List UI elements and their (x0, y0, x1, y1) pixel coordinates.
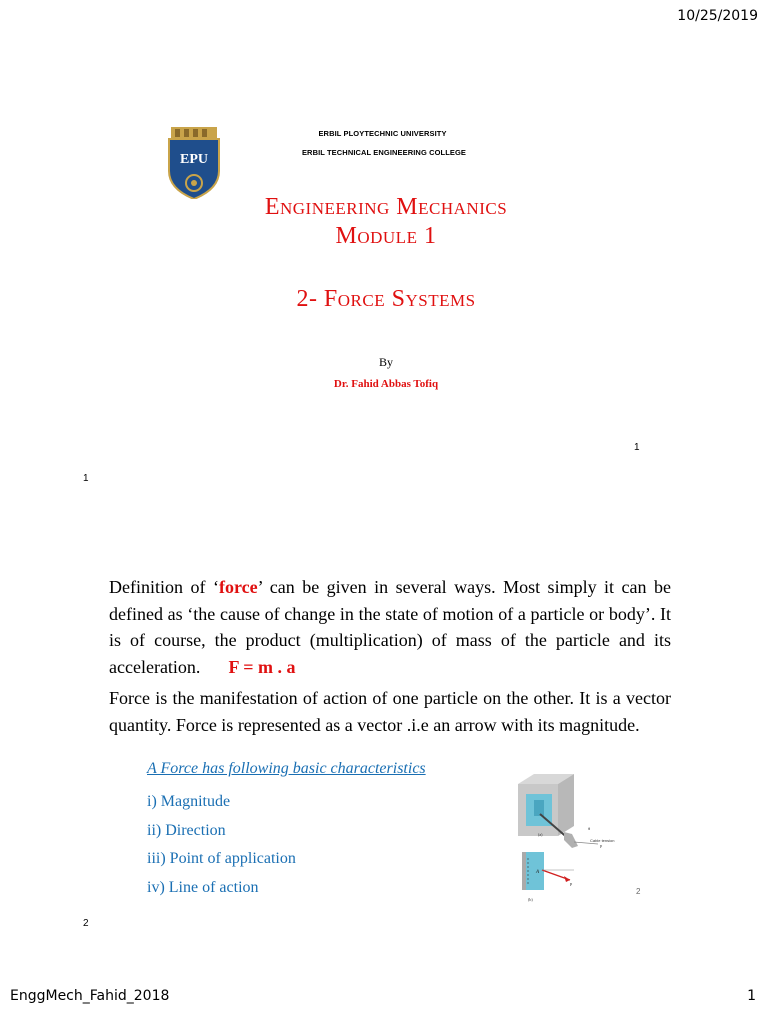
force-keyword: force (218, 577, 258, 597)
svg-text:Cable tension: Cable tension (590, 838, 615, 843)
slide-number: 1 (634, 442, 640, 453)
list-item: iv) Line of action (147, 878, 259, 896)
logo-text: EPU (180, 152, 208, 167)
force-vector-paragraph: Force is the manifestation of action of one particle on the other. It is a vector quantity. Force is represented as a vector .i.e an arrow with its magnitude. (109, 688, 671, 735)
footer-page-number: 1 (747, 988, 756, 1004)
footer-filename: EnggMech_Fahid_2018 (10, 988, 170, 1004)
svg-text:P: P (600, 844, 603, 849)
college-name: ERBIL TECHNICAL ENGINEERING COLLEGE (301, 148, 467, 157)
module-title: Module 1 (335, 223, 437, 249)
course-title: Engineering Mechanics (264, 194, 508, 220)
institution-header (0, 128, 768, 166)
by-label: By (378, 355, 393, 369)
svg-text:A: A (536, 870, 540, 875)
slide-page-label: 1 (83, 473, 89, 484)
list-item: iii) Point of application (147, 850, 296, 867)
force-formula: F = m . a (228, 656, 296, 677)
svg-text:(b): (b) (528, 897, 533, 902)
svg-text:P: P (570, 882, 573, 887)
characteristics-list (147, 788, 296, 902)
list-item: ii) Direction (147, 821, 226, 839)
svg-text:(a): (a) (538, 832, 543, 837)
svg-text:θ: θ (588, 826, 591, 831)
slide-number: 2 (636, 887, 641, 896)
author-name: Dr. Fahid Abbas Tofiq (333, 378, 439, 390)
force-illustration (512, 770, 642, 905)
force-definition-paragraph: Definition of ‘force’ can be given in several ways. Most simply it can be defined as ‘the cause of change in the state of motion of a particle or body’. It is of course, the product (multiplication) of mass of the particle and its acceleration. F = m . a (109, 577, 671, 677)
characteristics-heading: A Force has following basic characteristics (147, 760, 426, 777)
lecture-subtitle: 2- Force Systems (296, 286, 476, 312)
university-name: ERBIL PLOYTECHNIC UNIVERSITY (318, 129, 447, 138)
list-item: i) Magnitude (147, 793, 231, 810)
header-date: 10/25/2019 (677, 8, 758, 24)
slide-page-label: 2 (83, 918, 89, 929)
